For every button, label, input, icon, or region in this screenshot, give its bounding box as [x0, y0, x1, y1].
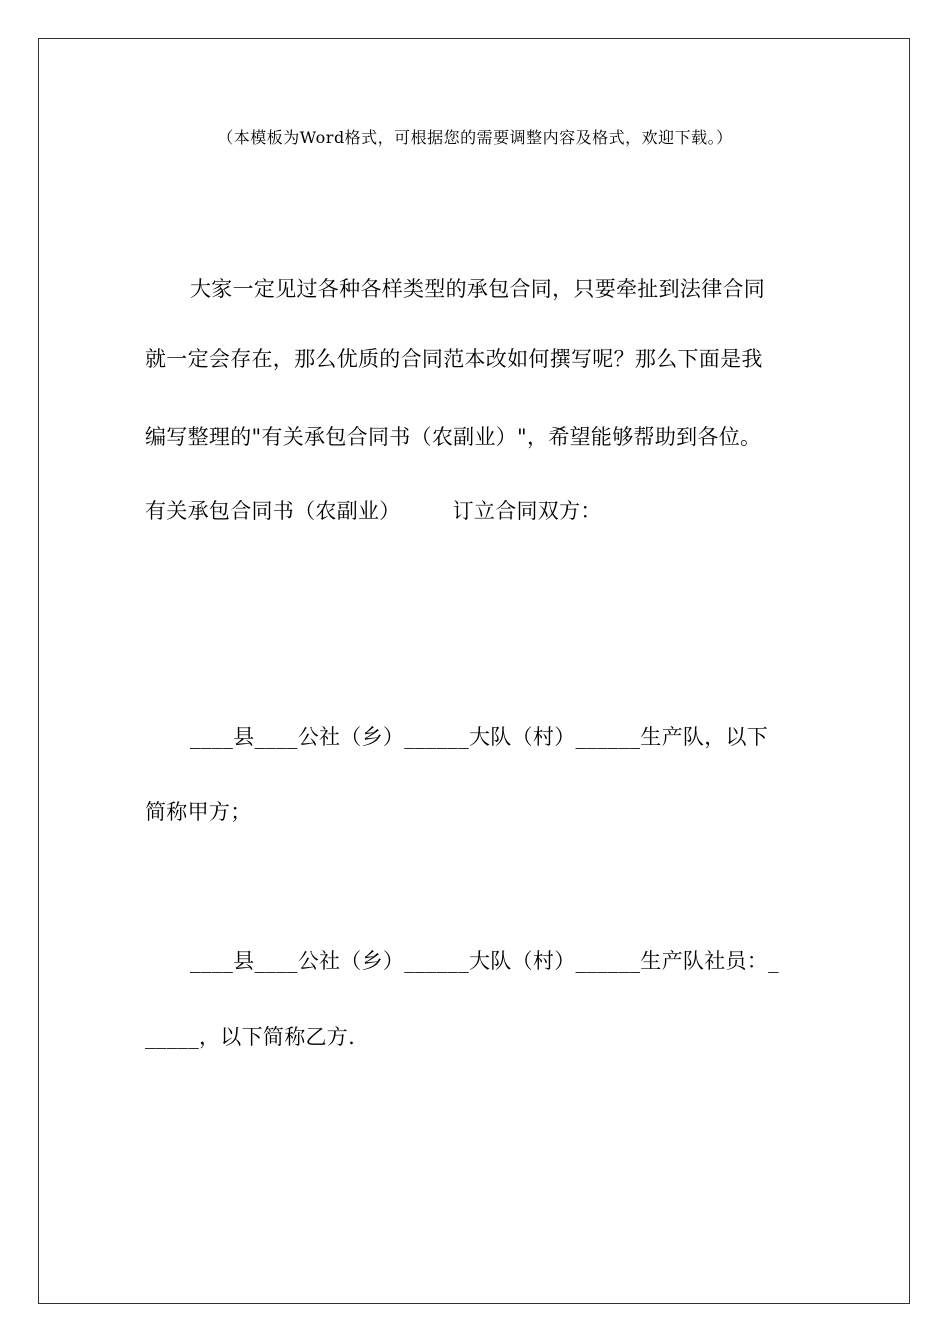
- party-b-line-1: ____县____公社（乡）______大队（村）______生产队社员：_: [190, 949, 779, 973]
- page-frame: [38, 38, 910, 1304]
- contract-heading: [145, 498, 602, 524]
- contract-title: 有关承包合同书（农副业）: [145, 499, 401, 523]
- template-note: （本模板为Word格式，可根据您的需要调整内容及格式，欢迎下载。）: [217, 128, 733, 147]
- intro-line-2: 就一定会存在，那么优质的合同范本改如何撰写呢？那么下面是我: [145, 347, 763, 371]
- intro-line-3: 编写整理的"有关承包合同书（农副业）"，希望能够帮助到各位。: [145, 425, 762, 449]
- intro-line-1: 大家一定见过各种各样类型的承包合同，只要牵扯到法律合同: [190, 277, 766, 301]
- party-b-line-2: _____，以下简称乙方.: [145, 1025, 356, 1049]
- party-a-line-1: ____县____公社（乡）______大队（村）______生产队，以下: [190, 725, 769, 749]
- party-a-line-2: 简称甲方；: [145, 800, 252, 824]
- contract-parties-label: 订立合同双方：: [452, 499, 602, 523]
